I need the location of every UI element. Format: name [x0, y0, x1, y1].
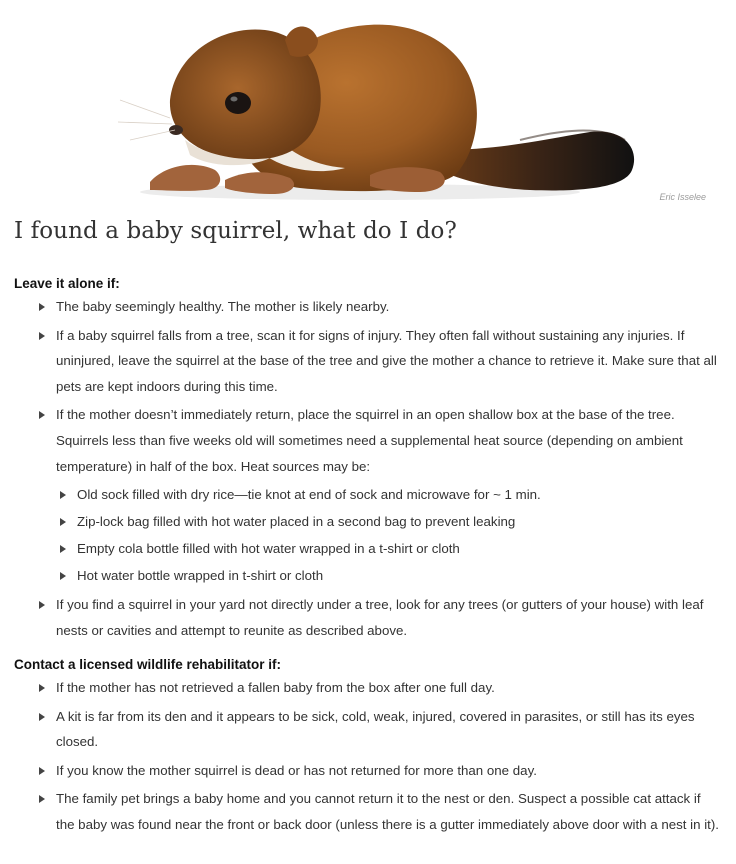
list-item-text: If a baby squirrel falls from a tree, scan it for signs of injury. They often fall without sustaining any injuries. If uninjured, leave the squirrel at the base of the tree and give the mother a chance to retrieve it. Make sure that all pets are kept indoors during this time. — [56, 327, 717, 394]
sub-list-item — [56, 482, 722, 508]
list-item — [0, 758, 736, 784]
bullet-triangle-icon — [60, 491, 66, 499]
leave-alone-list — [0, 294, 736, 646]
sub-list-item-text: Zip-lock bag filled with hot water placed in a second bag to prevent leaking — [77, 514, 516, 530]
bullet-triangle-icon — [39, 684, 45, 692]
section-heading-leave-alone: Leave it alone if: — [14, 276, 120, 291]
list-item-text: A kit is far from its den and it appears to be sick, cold, weak, injured, covered in parasites, or still has its eyes closed. — [56, 708, 695, 750]
list-item — [0, 704, 736, 755]
contact-rehabilitator-list — [0, 675, 736, 841]
bullet-triangle-icon — [39, 411, 45, 419]
bullet-triangle-icon — [39, 601, 45, 609]
list-item — [0, 294, 736, 320]
bullet-triangle-icon — [39, 713, 45, 721]
list-item — [0, 402, 736, 589]
section-heading-contact-rehabilitator: Contact a licensed wildlife rehabilitator if: — [14, 657, 282, 672]
list-item-text: If the mother doesn’t immediately return, place the squirrel in an open shallow box at the base of the tree. Squirrels less than five weeks old will sometimes need a supplemental heat source (depending on ambient temperature) in half of the box. Heat sources may be: — [56, 407, 683, 474]
bullet-triangle-icon — [60, 545, 66, 553]
bullet-triangle-icon — [60, 518, 66, 526]
hero-image — [0, 0, 736, 210]
sub-list-item-text: Old sock filled with dry rice—tie knot at end of sock and microwave for ~ 1 min. — [77, 487, 541, 503]
sub-list-item-text: Hot water bottle wrapped in t-shirt or cloth — [77, 568, 324, 584]
bullet-triangle-icon — [60, 572, 66, 580]
baby-squirrel-illustration — [0, 0, 736, 210]
sub-list-item — [56, 536, 722, 562]
bullet-triangle-icon — [39, 303, 45, 311]
sub-list-item — [56, 509, 722, 535]
bullet-triangle-icon — [39, 767, 45, 775]
list-item-text: The baby seemingly healthy. The mother is likely nearby. — [56, 299, 390, 314]
list-item-text: If you know the mother squirrel is dead or has not returned for more than one day. — [56, 762, 537, 778]
bullet-triangle-icon — [39, 332, 45, 340]
heat-sources-list — [56, 482, 722, 589]
list-item-text: If you find a squirrel in your yard not directly under a tree, look for any trees (or gutters of your house) with leaf nests or cavities and attempt to reunite as described above. — [56, 597, 704, 638]
bullet-triangle-icon — [39, 795, 45, 803]
list-item — [0, 592, 736, 643]
sub-list-item-text: Empty cola bottle filled with hot water wrapped in a t-shirt or cloth — [77, 541, 460, 557]
image-credit: Eric Isselee — [659, 192, 706, 202]
list-item — [0, 323, 736, 400]
list-item-text: If the mother has not retrieved a fallen baby from the box after one full day. — [56, 680, 495, 695]
list-item-text: The family pet brings a baby home and you cannot return it to the nest or den. Suspect a possible cat attack if the baby was found near the front or back door (unless there is a gutter immediately above door with a nest in it). — [56, 791, 719, 832]
sub-list-item — [56, 563, 722, 589]
list-item — [0, 675, 736, 701]
list-item — [0, 786, 736, 837]
page-title: I found a baby squirrel, what do I do? — [14, 218, 457, 244]
